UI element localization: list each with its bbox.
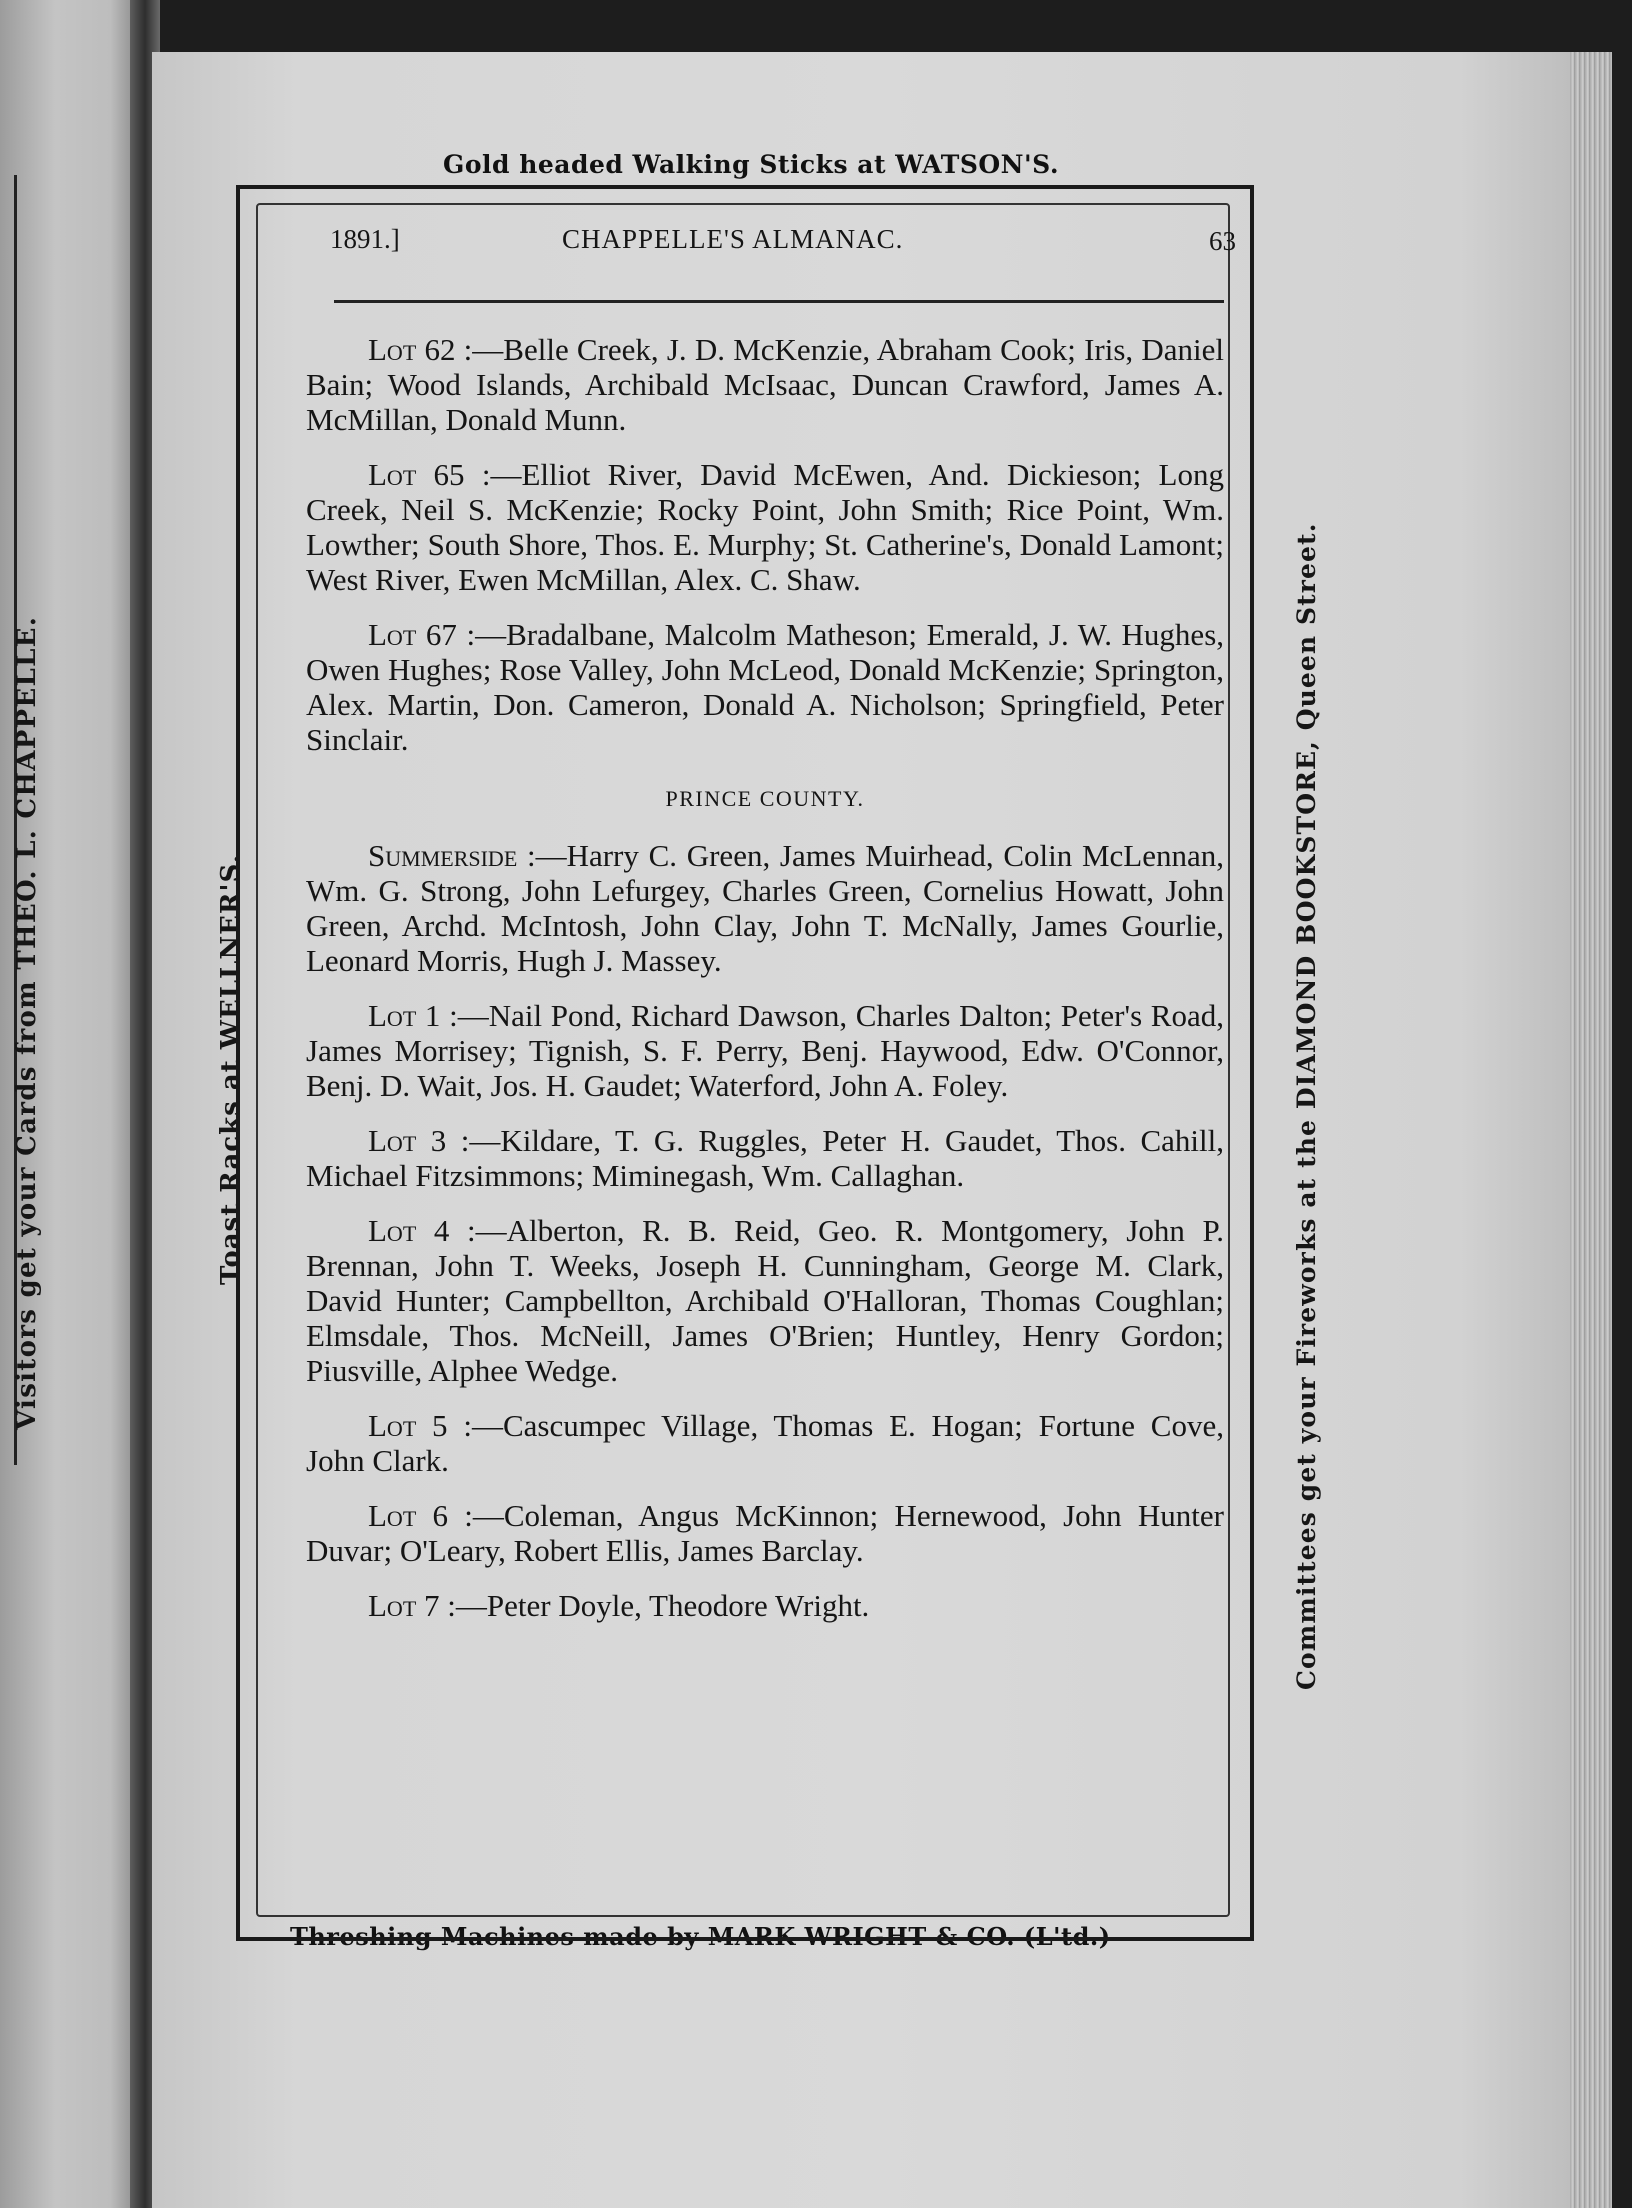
lot-names: :—Kildare, T. G. Ruggles, Peter H. Gaudet, Thos. Cahill, Michael Fitzsimmons; Miminegash, Wm. Callaghan. [306, 1123, 1224, 1193]
lot-label: Lot 65 [368, 457, 465, 492]
lot-entry [306, 1408, 1224, 1478]
bottom-advert: Threshing Machines made by MARK WRIGHT & CO. (L'td.) [290, 1922, 1111, 1951]
top-advert: Gold headed Walking Sticks at WATSON'S. [443, 150, 1060, 179]
lot-names: :—Elliot River, David McEwen, And. Dickieson; Long Creek, Neil S. McKenzie; Rocky Point, John Smith; Rice Point, Wm. Lowther; South Shore, Thos. E. Murphy; St. Catherine's, Donald Lamont; West River, Ewen McMillan, Alex. C. Shaw. [306, 457, 1224, 597]
page-stack-edge [1570, 52, 1612, 2208]
running-head [330, 224, 1236, 264]
lot-label: Summerside [368, 838, 518, 873]
lot-names: :—Peter Doyle, Theodore Wright. [439, 1588, 870, 1623]
lot-label: Lot 3 [368, 1123, 447, 1158]
header-rule [334, 300, 1224, 303]
lot-names: :—Bradalbane, Malcolm Matheson; Emerald, J. W. Hughes, Owen Hughes; Rose Valley, John McLeod, Donald McKenzie; Springton, Alex. Martin, Don. Cameron, Donald A. Nicholson; Springfield, Peter Sinclair. [306, 617, 1225, 757]
lot-names: :—Alberton, R. B. Reid, Geo. R. Montgomery, John P. Brennan, John T. Weeks, Joseph H. Cunningham, George M. Clark, David Hunter; Campbellton, Archibald O'Halloran, Thomas Coughlan; Elmsdale, Thos. McNeill, James O'Brien; Huntley, Henry Gordon; Piusville, Alphee Wedge. [306, 1213, 1224, 1388]
lot-names: :—Cascumpec Village, Thomas E. Hogan; Fortune Cove, John Clark. [306, 1408, 1224, 1478]
lot-entry [306, 1498, 1224, 1568]
lot-label: Lot 6 [368, 1498, 449, 1533]
lot-entry [306, 332, 1224, 437]
lot-label: Lot 1 [368, 998, 441, 1033]
lot-names: :—Belle Creek, J. D. McKenzie, Abraham Cook; Iris, Daniel Bain; Wood Islands, Archibald McIsaac, Duncan Crawford, James A. McMillan, Donald Munn. [306, 332, 1224, 437]
lot-entry [306, 1123, 1224, 1193]
left-edge-advert: Visitors get your Cards from THEO. L. CHAPPELLE. [12, 615, 42, 1430]
county-heading: PRINCE COUNTY. [665, 786, 865, 811]
lot-entry [306, 457, 1224, 597]
lot-label: Lot 7 [368, 1588, 440, 1623]
prince-county-entries [306, 838, 1224, 1623]
lot-entry [306, 998, 1224, 1103]
right-edge-advert: Committees get your Fireworks at the DIAMOND BOOKSTORE, Queen Street. [1292, 522, 1321, 1690]
lot-label: Lot 62 [368, 332, 456, 367]
running-head-title: CHAPPELLE'S ALMANAC. [562, 224, 904, 254]
lot-label: Lot 5 [368, 1408, 448, 1443]
page-body [306, 332, 1224, 1643]
left-inner-advert: Toast Racks at WELLNER'S. [216, 853, 246, 1285]
lot-entry [306, 617, 1224, 757]
lot-entry [306, 1588, 1224, 1623]
lot-names: :—Nail Pond, Richard Dawson, Charles Dalton; Peter's Road, James Morrisey; Tignish, S. F. Perry, Benj. Haywood, Edw. O'Connor, Benj. D. Wait, Jos. H. Gaudet; Waterford, John A. Foley. [306, 998, 1224, 1103]
queens-county-entries [306, 332, 1224, 757]
lot-label: Lot 67 [368, 617, 457, 652]
page-number: 63 [1209, 226, 1236, 256]
lot-entry [306, 838, 1224, 978]
lot-names: :—Coleman, Angus McKinnon; Hernewood, John Hunter Duvar; O'Leary, Robert Ellis, James Barclay. [306, 1498, 1224, 1568]
lot-names: :—Harry C. Green, James Muirhead, Colin McLennan, Wm. G. Strong, John Lefurgey, Charles Green, Cornelius Howatt, John Green, Archd. McIntosh, John Clay, John T. McNally, James Gourlie, Leonard Morris, Hugh J. Massey. [306, 838, 1224, 978]
running-head-year: 1891.] [330, 224, 400, 254]
lot-label: Lot 4 [368, 1213, 450, 1248]
lot-entry [306, 1213, 1224, 1388]
